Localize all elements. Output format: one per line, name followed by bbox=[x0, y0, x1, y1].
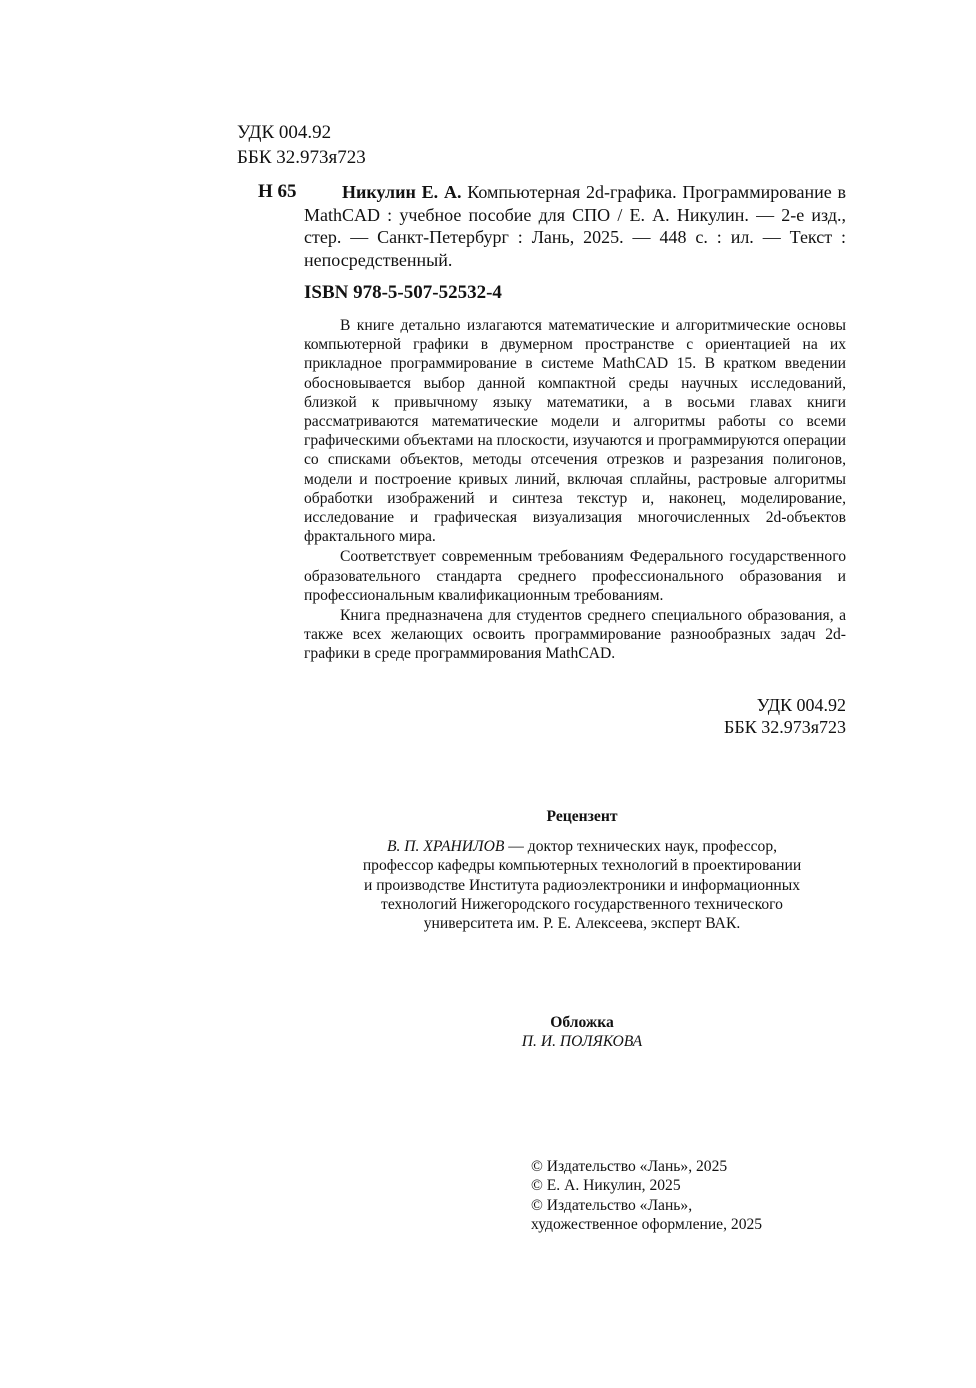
reviewer-line bbox=[304, 837, 860, 856]
bibliographic-record bbox=[304, 181, 846, 271]
reviewer-line: и производстве Института радиоэлектроники и информационных bbox=[363, 876, 801, 894]
udk-code: УДК 004.92 bbox=[237, 122, 332, 143]
annotation bbox=[304, 316, 846, 665]
copyright-line: художественное оформление, 2025 bbox=[531, 1215, 763, 1233]
reviewer-info bbox=[304, 837, 860, 933]
annotation-paragraph: Соответствует современным требованиям Федерального государственного образовательного стандарта среднего профессионального образования и профессиональным квалификационным требованиям. bbox=[304, 548, 846, 604]
annotation-paragraph: Книга предназначена для студентов среднего специального образования, а также всех желающих освоить программирование разнообразных задач 2d-графики в среде программирования MathCAD. bbox=[304, 607, 846, 663]
bbk-code: ББК 32.973я723 bbox=[237, 147, 366, 168]
reviewer-line: университета им. Р. Е. Алексеева, эксперт ВАК. bbox=[423, 915, 741, 933]
isbn: ISBN 978-5-507-52532-4 bbox=[304, 282, 502, 303]
bbk-code-bottom: ББК 32.973я723 bbox=[724, 717, 846, 737]
bottom-classification-codes bbox=[646, 694, 846, 738]
top-classification-codes bbox=[237, 120, 366, 170]
copyright-line: © Издательство «Лань», bbox=[531, 1196, 693, 1214]
cover-designer: П. И. ПОЛЯКОВА bbox=[521, 1033, 643, 1050]
bibliographic-description: Компьютерная 2d-графика. Программирование в MathCAD : учебное пособие для СПО / Е. А. Никулин. — 2-е изд., стер. — Санкт-Петербург : Лань, 2025. — 448 с. : ил. — Текст : непосредственный. bbox=[304, 182, 847, 270]
reviewer-title: — доктор технических наук, профессор, bbox=[504, 838, 778, 855]
reviewer-line: профессор кафедры компьютерных технологий в проектировании bbox=[362, 857, 802, 875]
author-mark: Н 65 bbox=[258, 181, 297, 202]
udk-code-bottom: УДК 004.92 bbox=[756, 695, 846, 715]
reviewer-heading: Рецензент bbox=[546, 808, 618, 825]
copyright-block bbox=[531, 1157, 762, 1234]
copyright-line: © Е. А. Никулин, 2025 bbox=[531, 1177, 681, 1195]
annotation-paragraph: В книге детально излагаются математические и алгоритмические основы компьютерной графики в двумерном пространстве с ориентацией на их прикладное программирование в системе MathCAD 15. В кратком введении обосновывается выбор данной компактной среды научных исследований, близкой к привычному языку математики, а в восьми главах книги рассматриваются математические модели и алгоритмы работы со всеми графическими объектами на плоскости, изучаются и программируются операции со списками объектов, методы отсечения отрезков и разрезания полигонов, модели и построение кривых линий, включая сплайны, растровые алгоритмы обработки изображений и синтеза текстур и, наконец, моделирование, исследование и графическая визуализация многочисленных 2d-объектов фрактального мира. bbox=[304, 317, 846, 546]
reviewer-name: В. П. ХРАНИЛОВ bbox=[386, 838, 505, 855]
reviewer-line: технологий Нижегородского государственного технического bbox=[381, 895, 783, 913]
cover-heading: Обложка bbox=[550, 1014, 614, 1031]
author-name: Никулин Е. А. bbox=[342, 182, 462, 202]
copyright-line: © Издательство «Лань», 2025 bbox=[531, 1158, 728, 1175]
